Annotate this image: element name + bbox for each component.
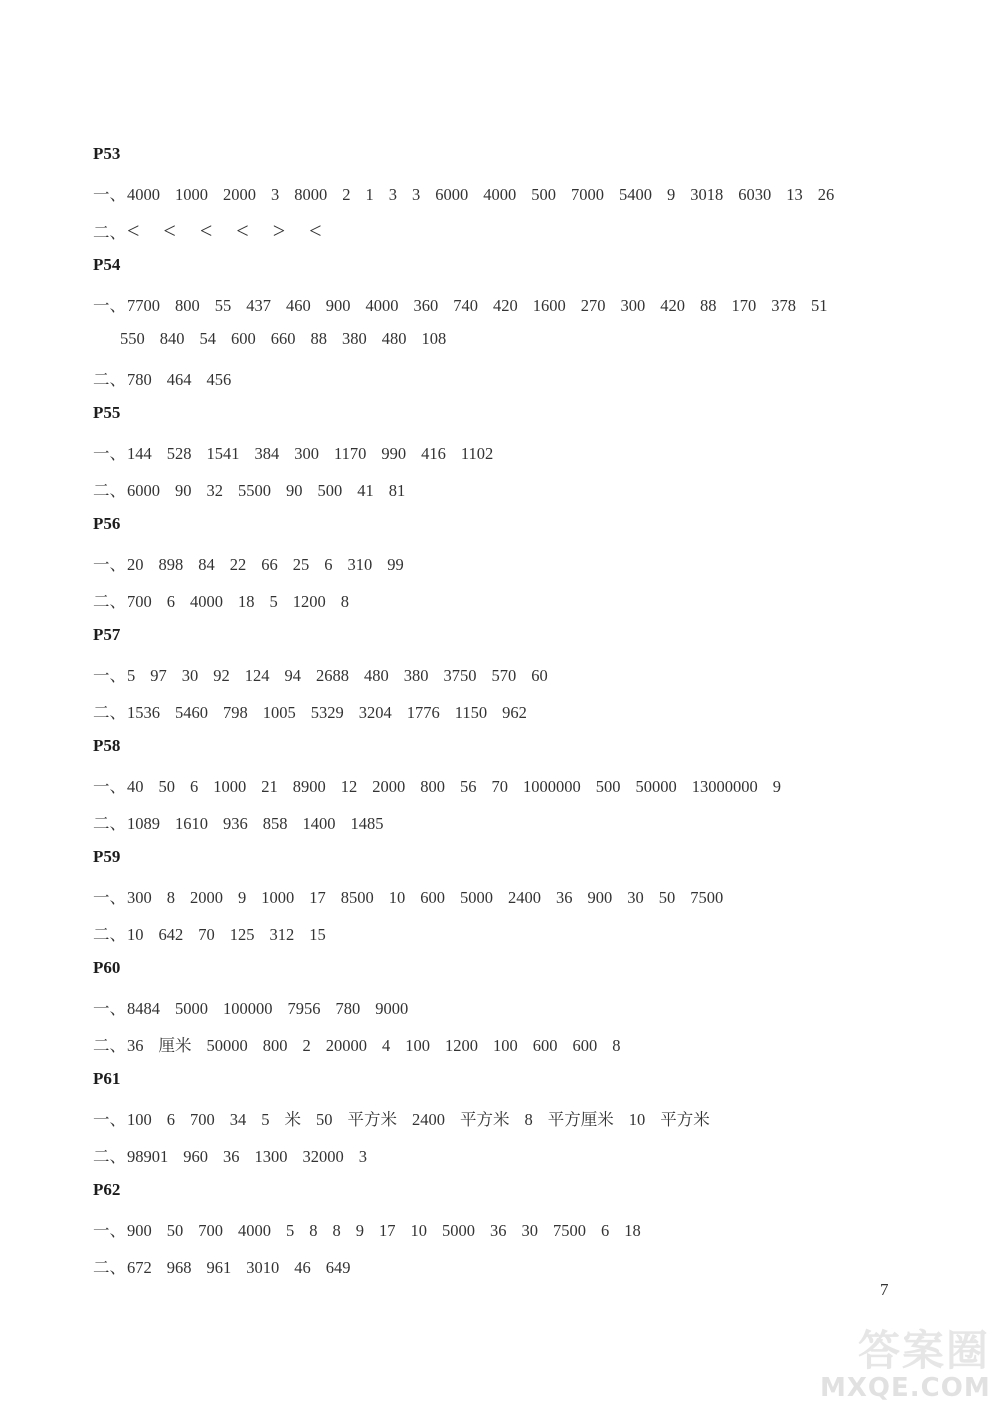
answer-value: 70 <box>198 925 215 944</box>
answer-value: 700 <box>127 592 152 611</box>
answer-value: 7500 <box>690 888 724 907</box>
answer-value: 9000 <box>375 999 409 1018</box>
answer-value: 380 <box>403 666 429 685</box>
answer-value: 270 <box>580 296 606 315</box>
answer-value: 740 <box>453 296 478 315</box>
question-number: 一、 <box>93 296 126 315</box>
answer-value: 1170 <box>334 444 367 463</box>
section-title: P53 <box>93 144 121 163</box>
answer-line <box>93 292 843 316</box>
answer-value: 2000 <box>190 888 223 907</box>
answer-value: 1102 <box>460 444 494 463</box>
answer-value: 600 <box>420 888 445 907</box>
section-title: P56 <box>93 514 121 533</box>
answer-value: 4000 <box>365 296 399 315</box>
question-number: 一、 <box>93 185 126 204</box>
answer-value: 780 <box>127 370 152 389</box>
answer-value: 660 <box>270 329 296 348</box>
answer-value: 5460 <box>175 703 208 722</box>
answer-value: 380 <box>342 329 367 348</box>
answer-value: 13000000 <box>691 777 758 796</box>
question-number: 一、 <box>93 1221 126 1240</box>
answer-value: 10 <box>628 1110 646 1129</box>
answer-value: 8 <box>524 1110 533 1129</box>
answer-value: 1000 <box>175 185 208 204</box>
answer-value: 1000 <box>213 777 247 796</box>
answer-line <box>93 921 341 945</box>
answer-value: 92 <box>213 666 230 685</box>
answer-value: 20000 <box>325 1036 367 1055</box>
question-number: 一、 <box>93 666 126 685</box>
answer-value: 7500 <box>553 1221 586 1240</box>
answer-value: 3 <box>358 1147 367 1166</box>
answer-value: 30 <box>627 888 644 907</box>
answer-value: 21 <box>261 777 278 796</box>
answer-line <box>93 884 738 908</box>
answer-value: 3010 <box>246 1258 280 1277</box>
answer-value: 460 <box>286 296 311 315</box>
answer-line <box>93 1143 382 1167</box>
answer-value: 3 <box>271 185 280 204</box>
answer-value: 36 <box>556 888 573 907</box>
question-number: 二、 <box>93 481 126 500</box>
answer-value: 3 <box>388 185 397 204</box>
answer-value: 9 <box>355 1221 364 1240</box>
answer-value: 88 <box>700 296 717 315</box>
question-number: 二、 <box>93 1147 126 1166</box>
answer-value: 700 <box>198 1221 223 1240</box>
answer-value: 4000 <box>483 185 517 204</box>
answer-value: 858 <box>262 814 288 833</box>
answer-value: 144 <box>127 444 152 463</box>
answer-value: 125 <box>229 925 255 944</box>
answer-value: 7956 <box>287 999 321 1018</box>
answer-line <box>120 329 461 349</box>
answer-value: 1400 <box>302 814 336 833</box>
page-number: 7 <box>880 1280 889 1299</box>
answer-line <box>93 662 563 686</box>
answer-value: 6 <box>601 1221 610 1240</box>
answer-value: 50 <box>658 888 676 907</box>
question-number: 二、 <box>93 1036 126 1055</box>
answer-value: 8 <box>612 1036 621 1055</box>
answer-value: 550 <box>120 329 145 348</box>
question-number: 二、 <box>93 592 126 611</box>
answer-value: 900 <box>587 888 613 907</box>
answer-value: 平方米 <box>660 1110 710 1129</box>
answer-value: 50000 <box>206 1036 248 1055</box>
answer-value: 1600 <box>532 296 566 315</box>
answer-value: 8 <box>166 888 175 907</box>
answer-value: 60 <box>531 666 548 685</box>
watermark-url: MXQE.COM <box>820 1373 991 1403</box>
answer-value: 3018 <box>690 185 724 204</box>
comparison-symbol: < <box>163 218 176 243</box>
answer-value: 36 <box>127 1036 144 1055</box>
answer-value: 8900 <box>292 777 326 796</box>
answer-value: 700 <box>190 1110 215 1129</box>
answer-value: 437 <box>246 296 271 315</box>
answer-value: 1000 <box>261 888 295 907</box>
answer-value: 90 <box>175 481 192 500</box>
answer-value: 平方米 <box>460 1110 510 1129</box>
question-number: 二、 <box>93 925 126 944</box>
answer-value: 642 <box>158 925 184 944</box>
answer-value: 18 <box>624 1221 641 1240</box>
answer-value: 5000 <box>442 1221 475 1240</box>
answer-value: 360 <box>413 296 439 315</box>
answer-value: 1089 <box>127 814 160 833</box>
section-title: P59 <box>93 847 121 866</box>
answer-line <box>93 181 849 205</box>
answer-value: 1005 <box>262 703 296 722</box>
answer-value: 5329 <box>310 703 344 722</box>
answer-value: 9 <box>238 888 247 907</box>
answer-value: 5400 <box>619 185 652 204</box>
answer-value: 30 <box>521 1221 538 1240</box>
answer-value: 898 <box>158 555 184 574</box>
answer-value: 5000 <box>460 888 493 907</box>
comparison-symbol: < <box>127 218 140 243</box>
answer-value: 平方米 <box>347 1110 397 1129</box>
answer-value: 384 <box>254 444 280 463</box>
answer-value: 4000 <box>238 1221 271 1240</box>
answer-value: 5000 <box>175 999 208 1018</box>
comparison-symbol: < <box>236 218 249 243</box>
answer-value: 6030 <box>738 185 772 204</box>
answer-value: 2 <box>302 1036 311 1055</box>
answer-value: 600 <box>231 329 256 348</box>
section-title: P61 <box>93 1069 121 1088</box>
answer-value: 40 <box>127 777 144 796</box>
section-title: P60 <box>93 958 121 977</box>
answer-value: 17 <box>379 1221 396 1240</box>
answer-value: 1536 <box>127 703 160 722</box>
comparison-symbol: < <box>199 218 213 243</box>
answer-value: 平方厘米 <box>547 1110 614 1129</box>
answer-line <box>93 551 419 575</box>
answer-value: 6 <box>324 555 333 574</box>
answer-value: 18 <box>238 592 255 611</box>
answer-value: 66 <box>261 555 278 574</box>
answer-value: 1541 <box>206 444 240 463</box>
answer-value: 7000 <box>571 185 604 204</box>
answer-value: 81 <box>388 481 406 500</box>
answer-value: 840 <box>159 329 185 348</box>
question-number: 一、 <box>93 777 126 796</box>
answer-value: 5 <box>286 1221 295 1240</box>
answer-value: 800 <box>175 296 200 315</box>
answer-value: 米 <box>284 1110 301 1129</box>
answer-value: 94 <box>284 666 301 685</box>
answer-line <box>93 440 508 464</box>
answer-value: 6 <box>166 592 175 611</box>
answer-value: 2000 <box>372 777 406 796</box>
answer-value: 170 <box>731 296 757 315</box>
answer-value: 1485 <box>350 814 384 833</box>
answer-value: 900 <box>325 296 351 315</box>
answer-value: 420 <box>493 296 518 315</box>
answer-value: 5500 <box>238 481 271 500</box>
watermark-title: 答案圈 <box>857 1326 990 1375</box>
section-title: P54 <box>93 255 121 274</box>
answer-value: 厘米 <box>158 1036 192 1055</box>
answer-value: 800 <box>420 777 445 796</box>
answer-value: 26 <box>817 185 835 204</box>
answer-value: 22 <box>229 555 247 574</box>
answer-value: 4000 <box>190 592 223 611</box>
answer-value: 961 <box>206 1258 232 1277</box>
answer-value: 2400 <box>508 888 541 907</box>
answer-value: 88 <box>310 329 327 348</box>
answer-value: 9 <box>667 185 676 204</box>
answer-value: 1610 <box>175 814 208 833</box>
answer-value: 100000 <box>223 999 273 1018</box>
answer-value: 672 <box>127 1258 152 1277</box>
answer-value: 50000 <box>635 777 677 796</box>
answer-value: 8484 <box>127 999 160 1018</box>
answer-line <box>93 810 399 834</box>
answer-value: 8 <box>332 1221 341 1240</box>
question-number: 二、 <box>93 370 126 389</box>
answer-value: 41 <box>357 481 374 500</box>
answer-line <box>93 218 346 244</box>
answer-value: 6000 <box>127 481 160 500</box>
answer-value: 51 <box>811 296 828 315</box>
question-number: 一、 <box>93 555 126 574</box>
answer-value: 500 <box>595 777 621 796</box>
answer-line <box>93 773 796 797</box>
answer-value: 10 <box>410 1221 427 1240</box>
question-number: 一、 <box>93 444 126 463</box>
answer-value: 6 <box>190 777 199 796</box>
question-number: 二、 <box>93 1258 126 1277</box>
answer-value: 528 <box>166 444 192 463</box>
answer-value: 36 <box>223 1147 240 1166</box>
answer-value: 50 <box>316 1110 333 1129</box>
answer-value: 10 <box>127 925 144 944</box>
answer-value: 3 <box>412 185 421 204</box>
answer-value: 124 <box>244 666 270 685</box>
answer-value: 300 <box>127 888 152 907</box>
answer-value: 1 <box>365 185 374 204</box>
answer-value: 34 <box>229 1110 247 1129</box>
answer-line <box>93 699 542 723</box>
answer-value: 50 <box>166 1221 184 1240</box>
answer-value: 46 <box>294 1258 311 1277</box>
answer-line <box>93 1254 366 1278</box>
answer-value: 798 <box>223 703 248 722</box>
answer-value: 9 <box>772 777 781 796</box>
question-number: 二、 <box>93 814 126 833</box>
answer-value: 4 <box>382 1036 391 1055</box>
answer-value: 780 <box>335 999 361 1018</box>
answer-value: 456 <box>206 370 232 389</box>
answer-value: 55 <box>214 296 232 315</box>
answer-value: 3750 <box>443 666 477 685</box>
answer-value: 960 <box>183 1147 208 1166</box>
answer-value: 310 <box>347 555 373 574</box>
answer-value: 10 <box>388 888 406 907</box>
answer-value: 1200 <box>292 592 326 611</box>
answer-value: 968 <box>166 1258 192 1277</box>
answer-value: 12 <box>340 777 358 796</box>
answer-value: 1000000 <box>523 777 581 796</box>
answer-value: 962 <box>502 703 527 722</box>
answer-value: 25 <box>292 555 310 574</box>
answer-value: 800 <box>262 1036 288 1055</box>
question-number: 一、 <box>93 999 126 1018</box>
answer-value: 70 <box>491 777 508 796</box>
answer-value: 98901 <box>127 1147 169 1166</box>
answer-value: 649 <box>325 1258 351 1277</box>
answer-value: 15 <box>309 925 326 944</box>
answer-value: 600 <box>532 1036 558 1055</box>
answer-value: 100 <box>405 1036 430 1055</box>
section-title: P57 <box>93 625 121 644</box>
answer-line <box>93 366 246 390</box>
answer-value: 13 <box>786 185 803 204</box>
answer-line <box>93 1106 725 1130</box>
answer-value: 100 <box>493 1036 518 1055</box>
answer-value: 100 <box>127 1110 152 1129</box>
answer-value: 1300 <box>254 1147 288 1166</box>
answer-value: 416 <box>421 444 446 463</box>
answer-value: 5 <box>261 1110 270 1129</box>
section-title: P58 <box>93 736 121 755</box>
answer-line <box>93 1217 656 1241</box>
answer-line <box>93 995 423 1019</box>
question-number: 二、 <box>93 223 126 242</box>
answer-value: 6000 <box>435 185 469 204</box>
answer-value: 900 <box>127 1221 152 1240</box>
answer-value: 936 <box>223 814 248 833</box>
answer-value: 20 <box>127 555 144 574</box>
answer-value: 90 <box>286 481 303 500</box>
answer-value: 1150 <box>454 703 488 722</box>
answer-value: 2000 <box>223 185 256 204</box>
answer-value: 3204 <box>358 703 392 722</box>
answer-value: 990 <box>381 444 407 463</box>
answer-value: 2688 <box>316 666 349 685</box>
answer-line <box>93 477 420 501</box>
answer-value: 8 <box>340 592 349 611</box>
answer-value: 97 <box>150 666 167 685</box>
answer-value: 4000 <box>127 185 160 204</box>
section-title: P62 <box>93 1180 121 1199</box>
answer-value: 32 <box>206 481 223 500</box>
answer-value: 570 <box>491 666 517 685</box>
comparison-symbol: > <box>272 218 286 243</box>
answer-value: 7700 <box>127 296 160 315</box>
answer-value: 1200 <box>445 1036 478 1055</box>
answer-value: 17 <box>309 888 326 907</box>
answer-value: 378 <box>771 296 796 315</box>
answer-value: 2 <box>342 185 351 204</box>
question-number: 一、 <box>93 888 126 907</box>
answer-value: 600 <box>572 1036 598 1055</box>
question-number: 一、 <box>93 1110 126 1129</box>
answer-value: 99 <box>387 555 404 574</box>
answer-value: 30 <box>181 666 199 685</box>
answer-value: 8000 <box>294 185 328 204</box>
answer-value: 480 <box>364 666 389 685</box>
answer-value: 5 <box>127 666 136 685</box>
answer-value: 5 <box>269 592 278 611</box>
answer-line <box>93 1032 636 1056</box>
answer-value: 312 <box>269 925 295 944</box>
answer-value: 8 <box>309 1221 318 1240</box>
answer-value: 420 <box>660 296 685 315</box>
answer-value: 480 <box>381 329 407 348</box>
answer-value: 56 <box>460 777 477 796</box>
answer-value: 300 <box>620 296 646 315</box>
answer-value: 464 <box>166 370 192 389</box>
answer-value: 500 <box>531 185 556 204</box>
answer-value: 300 <box>294 444 319 463</box>
answer-value: 8500 <box>340 888 374 907</box>
answer-value: 50 <box>158 777 175 796</box>
question-number: 二、 <box>93 703 126 722</box>
answer-value: 32000 <box>302 1147 344 1166</box>
section-title: P55 <box>93 403 121 422</box>
answer-value: 36 <box>490 1221 507 1240</box>
answer-value: 2400 <box>412 1110 445 1129</box>
answer-line <box>93 588 364 612</box>
answer-value: 54 <box>199 329 216 348</box>
answer-value: 84 <box>198 555 215 574</box>
answer-value: 6 <box>166 1110 175 1129</box>
answer-value: 108 <box>421 329 447 348</box>
comparison-symbol: < <box>309 218 322 243</box>
answer-value: 1776 <box>406 703 440 722</box>
answer-value: 500 <box>317 481 343 500</box>
watermark-logo <box>820 1318 990 1408</box>
